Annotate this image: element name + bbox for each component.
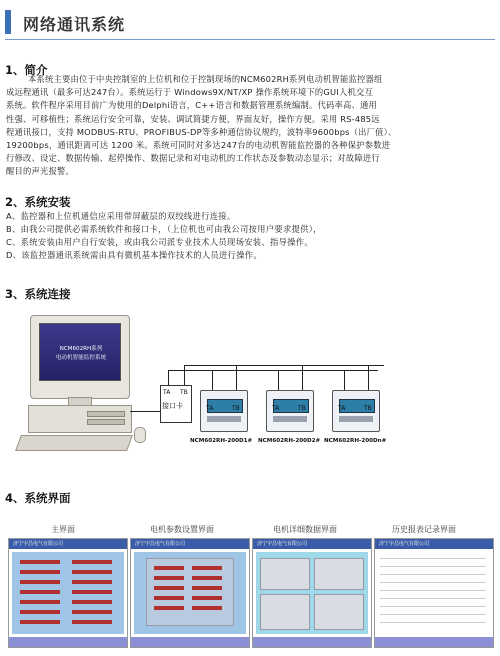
data-row	[192, 596, 222, 600]
device-name: NCM602RH-200D1#	[190, 438, 253, 444]
device-buttons	[273, 416, 307, 422]
bus-line-a	[168, 370, 378, 371]
screenshot-titlebar	[9, 539, 127, 549]
screenshot-footer	[9, 637, 127, 647]
data-row	[72, 560, 112, 564]
table-row	[380, 598, 486, 599]
intro-line: 醒目的声光报警。	[6, 166, 74, 177]
intro-line: 成远程通讯（最多可达247台）。系统运行于 Windows9X/NT/XP 操作系统环境下的GUI人机交互	[6, 87, 373, 98]
connection-diagram	[0, 315, 500, 465]
section-connect-heading: 3、系统连接	[5, 287, 71, 301]
table-row	[380, 622, 486, 623]
drive-bay	[87, 411, 125, 417]
screenshot-label: 电机详细数据界面	[273, 525, 337, 534]
bus-drop	[168, 370, 169, 385]
table-row	[380, 590, 486, 591]
screenshot-label: 主界面	[51, 525, 75, 534]
data-row	[20, 580, 60, 584]
cable-pc-card	[130, 411, 160, 412]
card-port-ta: TA	[163, 389, 171, 396]
intro-line: 系统。软件程序采用目前广为使用的Delphi语言，C++语言和数据管理系统编制。代码率高、通用	[6, 100, 378, 111]
data-row	[72, 580, 112, 584]
intro-line: 行修改、设定、数据传输、起停操作、数据记录和对电动机的工作状态及参数动态显示；对故障进行	[6, 153, 380, 164]
screenshot-footer	[253, 637, 371, 647]
bus-drop	[184, 365, 185, 385]
screen-line: 电动机智能监控系统	[55, 355, 107, 361]
section-install-heading: 2、系统安装	[5, 195, 71, 209]
mouse	[134, 427, 146, 443]
section-intro-text	[6, 73, 492, 179]
screenshot-footer	[375, 637, 493, 647]
data-row	[20, 570, 60, 574]
device-port-ta: TA	[206, 405, 214, 412]
drive-bay	[87, 419, 125, 425]
screenshot-body	[12, 552, 124, 634]
device-port-tb: TB	[298, 405, 306, 412]
computer-monitor	[30, 315, 130, 399]
bus-drop	[212, 370, 213, 390]
install-item: C、系统安装由用户自行安装，或由我公司派专业技术人员现场安装、指导操作。	[6, 237, 313, 247]
table-row	[380, 574, 486, 575]
table-row	[380, 606, 486, 607]
screenshot-body	[134, 552, 246, 634]
screenshot-details	[252, 538, 372, 648]
table-row	[380, 558, 486, 559]
data-row	[72, 590, 112, 594]
device-buttons	[339, 416, 373, 422]
intro-line: 程通讯接口，支持 MODBUS-RTU、PROFIBUS-DP等多种通信协议规约，波特率9600bps（出厂值）、	[6, 126, 397, 137]
screenshot-title: 济宁宇昌电气有限公司	[257, 541, 308, 547]
intro-line: 19200bps，通讯距离可达 1200 米。系统可同时对多达247台的电动机智能监控器的各种保护参数进	[6, 140, 391, 151]
card-label: 接口卡	[162, 402, 183, 410]
data-row	[154, 586, 184, 590]
monitor-screen	[39, 323, 121, 381]
bus-line-b	[184, 365, 384, 366]
device-name: NCM602RH-200Dn#	[324, 438, 387, 444]
screenshot-title: 济宁宇昌电气有限公司	[13, 541, 64, 547]
data-panel	[260, 594, 310, 630]
screenshot-main	[8, 538, 128, 648]
screenshot-body	[378, 552, 490, 634]
data-panel	[260, 558, 310, 590]
screenshot-label: 电机参数设置界面	[150, 525, 214, 534]
install-item: D、该监控器通讯系统需由具有微机基本操作技术的人员进行操作。	[6, 250, 263, 260]
table-row	[380, 582, 486, 583]
data-row	[192, 586, 222, 590]
card-port-tb: TB	[180, 389, 188, 396]
data-row	[20, 590, 60, 594]
screenshot-title: 济宁宇昌电气有限公司	[379, 541, 430, 547]
data-panel	[314, 594, 364, 630]
data-row	[192, 606, 222, 610]
data-row	[20, 610, 60, 614]
device-port-tb: TB	[232, 405, 240, 412]
data-panel	[314, 558, 364, 590]
screenshot-label: 历史报表记录界面	[392, 525, 456, 534]
screenshot-titlebar	[375, 539, 493, 549]
intro-line: 本系统主要由位于中央控制室的上位机和位于控制现场的NCM602RH系列电动机智能监控器组	[28, 74, 383, 84]
install-item: B、由我公司提供必需系统软件和接口卡，（上位机也可由我公司按用户要求提供），	[6, 224, 322, 234]
page-header	[5, 8, 495, 36]
screenshot-body	[256, 552, 368, 634]
data-row	[72, 570, 112, 574]
intro-line: 性强、可移植性；系统运行安全可靠，安装、调试简捷方便，界面友好，操作方便。采用 RS-485远	[6, 113, 380, 124]
install-item: A、监控器和上位机通信应采用带屏蔽层的双绞线进行连接。	[6, 211, 236, 221]
device-port-ta: TA	[272, 405, 280, 412]
bus-drop	[278, 370, 279, 390]
bus-drop	[236, 365, 237, 390]
title-divider	[5, 39, 495, 40]
data-row	[154, 576, 184, 580]
data-row	[192, 566, 222, 570]
screenshot-footer	[131, 637, 249, 647]
computer-case	[28, 405, 132, 433]
data-row	[72, 600, 112, 604]
data-row	[20, 600, 60, 604]
bus-drop	[344, 370, 345, 390]
data-row	[192, 576, 222, 580]
data-row	[20, 560, 60, 564]
device-port-tb: TB	[364, 405, 372, 412]
section-ui-heading: 4、系统界面	[5, 491, 71, 505]
data-row	[154, 566, 184, 570]
data-row	[72, 610, 112, 614]
data-row	[20, 620, 60, 624]
table-row	[380, 614, 486, 615]
data-row	[154, 596, 184, 600]
screen-line: NCM602RH系列	[59, 346, 103, 352]
keyboard	[15, 435, 133, 451]
device-port-ta: TA	[338, 405, 346, 412]
bus-drop	[302, 365, 303, 390]
device-buttons	[207, 416, 241, 422]
device-name: NCM602RH-200D2#	[258, 438, 321, 444]
bus-drop	[368, 365, 369, 390]
screenshot-titlebar	[253, 539, 371, 549]
screenshot-title: 济宁宇昌电气有限公司	[135, 541, 186, 547]
data-row	[154, 606, 184, 610]
screenshot-settings	[130, 538, 250, 648]
screenshot-history	[374, 538, 494, 648]
data-row	[72, 620, 112, 624]
section-intro-heading: 1、简介	[5, 63, 48, 77]
table-row	[380, 566, 486, 567]
page-title: 网络通讯系统	[23, 15, 126, 34]
title-accent-bar	[5, 10, 11, 34]
screenshot-titlebar	[131, 539, 249, 549]
